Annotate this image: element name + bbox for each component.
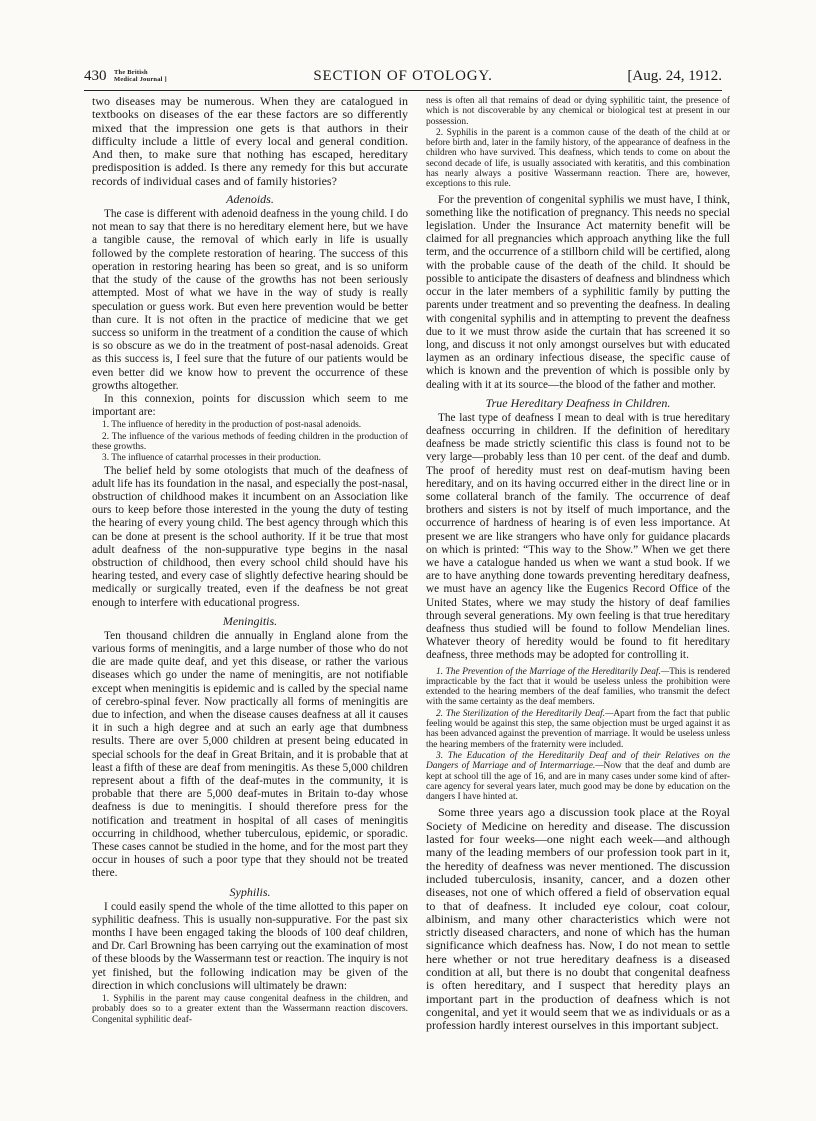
adenoids-paragraph-1: The case is different with adenoid deafness in the young child. I do not mean to say that there is no hereditary element here, but we have a tangible cause, the removal of which early in life is usually followed by the complete restoration of hearing. The success of this operation in restoring hearing has been so great, and is so uniform that the study of the cause of the growths has not been seriously attempted. Most of what we have in the way of study is really speculation or guess work. But even here prevention would be better than cure. It is not often in the practice of medicine that we get success so uniform in the treatment of a condition the cause of which is so obscure as we do in the treatment of post-nasal adenoids. Great as this success is, I feel sure that the future of our patients would be even better did we know how to prevent the occurrence of these growths altogether. [92,208,408,392]
hereditary-heading: True Hereditary Deafness in Children. [485,395,671,410]
method-3-title: 3. The Education of the Hereditarily Deaf and of their Relatives on the Dangers of Marriage and of Intermarriage.— [426,750,730,772]
meningitis-paragraph: Ten thousand children die annually in England alone from the various forms of meningitis, and a large number of those who do not die are made quite deaf, and yet this disease, or rather the various diseases which go under the name of meningitis, are not notifiable except when meningitis is epidemic and is called by the special name of cerebro-spinal fever. Now practically all forms of meningitis are due to infection, and when the disease causes deafness at all it causes it in such a high degree and at such an early age that dumbness results. There are over 5,000 children at present being educated in special schools for the deaf in Great Britain, and it is probable that at least a fifth of these are deaf from meningitis. As these 5,000 children represent about a fifth of the deaf-mutes in the community, it is probable that there are 5,000 deaf-mutes in Britain to-day whose deafness is due to meningitis. I should therefore press for the notification and treatment in hospital of all cases of meningitis occurring in childhood, whether tuberculous, epidemic, or sporadic. These cases cannot be studied in the home, and for the most part they occur in houses of such a poor type that they should not be treated there. [92,629,408,880]
final-paragraph: Some three years ago a discussion took place at the Royal Society of Medicine on heredity and disease. The discussion lasted for four weeks—one night each week—and although many of the leading members of our profession took part in it, the heredity of deafness was never mentioned. The discussion included tuberculosis, insanity, cancer, and a dozen other diseases, not one of which offered a field of observation equal to that of deafness. It included eye colour, coat colour, albinism, and many other characteristics which were not strictly diseased characters, and none of which has the human significance which deafness has. Now, I do not mean to settle here whether or not true hereditary deafness is a diseased condition at all, but there is no doubt that congenital deafness is often hereditary, and I suspect that heredity plays an important part in the production of deafness which is not congenital, and yet it would seem that we as individuals or as a profession hardly interest ourselves in this important subject. [426,805,730,1033]
journal-name-line2: Medical Journal ] [114,76,167,83]
point-item: 1. The influence of heredity in the production of post-nasal adenoids. [102,420,362,431]
adenoids-heading: Adenoids. [226,192,274,207]
page-header [84,66,722,91]
right-column [426,95,730,1032]
method-3-text: Now that the deaf and dumb are kept at school till the age of 16, and are in many cases under some kind of after-care agency for several years later, much good may be done by education on the dangers I have hinted at. [426,761,730,803]
method-1 [426,667,730,708]
hereditary-paragraph: The last type of deafness I mean to deal with is true hereditary deafness occurring in children. If the definition of hereditary deafness be made strictly scientific this class is found not to be very large—probably less than 10 per cent. of the deaf and dumb. The proof of heredity must rest on deaf-mutism having been hereditary, and on its having occurred either in the direct line or in some collateral branch of the family. The occurrence of deaf brothers and sisters is not by itself of much importance, and the occurrence of hardness of hearing is of even less importance. At present we are like strangers who have only for guidance placards on which is printed: “This way to the Show.” When we get there we have a catalogue handed us when we want a stud book. If we are to have anything done towards preventing hereditary deafness, we must have an agency like the Eugenics Record Office of the United States, where we may study the history of deaf families through several generations. My own feeling is that true hereditary deafness thus studied will be found to follow Mendelian lines. Whatever theory of heredity would be found to fit hereditary deafness, three methods may be adopted for controlling it. [426,411,730,662]
syphilis-point-1: 1. Syphilis in the parent may cause congenital deafness in the children, and probably does so to a greater extent than the Wassermann reaction discovers. Congenital syphilitic deaf- [92,994,408,1025]
section-title: SECTION OF OTOLOGY. [313,68,493,84]
left-column [92,95,408,1026]
method-2 [426,709,730,750]
method-1-text: This is rendered impracticable by the fact that it would be useless unless the prohibition were extended to the hearing members of the deaf families, who transmit the defect with the same certainty as the deaf members. [426,666,731,708]
intro-paragraph: two diseases may be numerous. When they are catalogued in textbooks on diseases of the ear these factors are so differently mixed that the impression one gets is that authors in their difficulty include a little of every local and general condition. And then, to make sure that nothing has escaped, hereditary predisposition is added. Is there any remedy for this but accurate records of individual cases and of family histories? [92,94,408,188]
syphilis-paragraph: I could easily spend the whole of the time allotted to this paper on syphilitic deafness. This is usually non-suppurative. For the past six months I have been engaged taking the bloods of 100 deaf children, and Dr. Carl Browning has been carrying out the examination of most of these bloods by the Wassermann test or reaction. The inquiry is not yet finished, but the following indication may be given of the direction in which conclusions will ultimately be drawn: [92,900,408,992]
syphilis-point-2: 2. Syphilis in the parent is a common cause of the death of the child at or before birth and, later in the family history, of the appearance of deafness in the children who have survived. This deafness, which tends to come on about the second decade of life, is usually associated with keratitis, and this combination has nearly always a positive Wassermann reaction. There are, however, exceptions to this rule. [426,127,730,190]
adenoids-paragraph-2: In this connexion, points for discussion which seem to me important are: [92,392,408,419]
page-number: 430 [84,68,107,84]
method-3 [426,751,730,802]
meningitis-heading: Meningitis. [222,613,278,628]
point-item: 3. The influence of catarrhal processes in their production. [102,453,322,464]
point-item: 2. The influence of the various methods of feeding children in the production of these growths. [92,431,408,452]
journal-name-line1: The British [114,69,148,76]
method-2-title: 2. The Sterilization of the Hereditarily Deaf.— [436,708,614,719]
prevention-paragraph: For the prevention of congenital syphilis we must have, I think, something like the notification of pregnancy. This needs no special legislation. Under the Insurance Act maternity benefit will be claimed for all pregnancies which approach anything like the full term, and the occurrence of a stillborn child will be certified, along with the probable cause of the death of the child. It should be possible to anticipate the disasters of deafness and blindness which occur in the later members of a syphilitic family by putting the parents under treatment and so preventing the deafness. In dealing with congenital syphilis and in attempting to prevent the deafness due to it we must throw aside the curtain that has screened it so long, and discuss it not only amongst ourselves but with educated laymen as an ordinary infectious disease, the specific cause of which is known and the prevention of which is possible only by dealing with it at its source—the blood of the father and mother. [426,193,730,391]
syphilis-heading: Syphilis. [229,884,271,899]
syphilis-point-1-continued: ness is often all that remains of dead or dying syphilitic taint, the presence of which is not discoverable by any chemical or biological test at present in our possession. [426,96,730,127]
method-1-title: 1. The Prevention of the Marriage of the Hereditarily Deaf.— [436,666,670,677]
adenoids-paragraph-3: The belief held by some otologists that much of the deafness of adult life has its foundation in the nasal, and especially the post-nasal, obstruction of childhood makes it incumbent on an Association like ours to keep before those interested in the young the duty of testing the hearing of every young child. The best agency through which this can be done at present is the school authority. If it be true that most adult deafness of the non-suppurative type begins in the nasal obstruction of childhood, then every school child should have his hearing tested, and every case of slightly defective hearing should be medically or surgically treated, even if the deafness be not great enough to interfere with educational progress. [92,464,408,609]
method-2-text: Apart from the fact that public feeling would be against this step, the same objection must be urged against it as has been advanced against the prevention of marriage. It would be useless unless the hearing members of the fraternity were included. [426,708,730,750]
issue-date: [Aug. 24, 1912. [627,68,722,84]
